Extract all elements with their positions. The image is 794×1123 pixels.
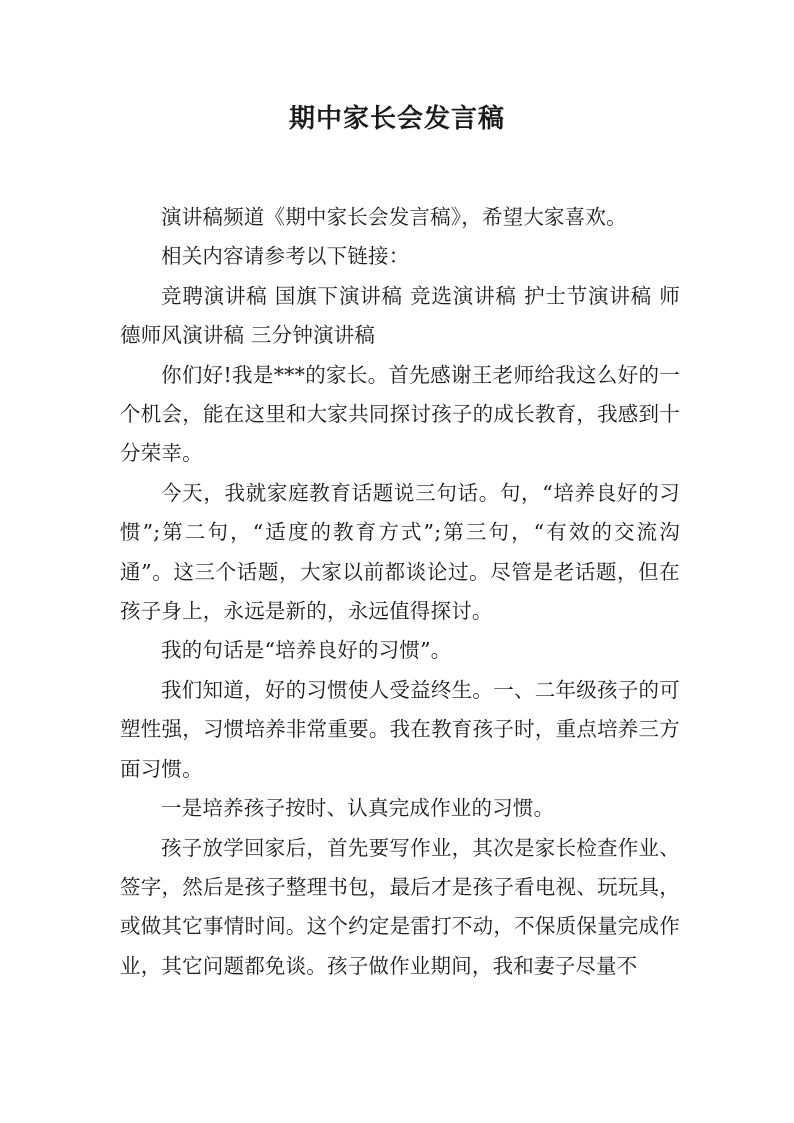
paragraph-related-links: 竞聘演讲稿 国旗下演讲稿 竞选演讲稿 护士节演讲稿 师德师风演讲稿 三分钟演讲稿 <box>120 283 680 348</box>
paragraph-three-topics: 今天，我就家庭教育话题说三句话。句，“培养良好的习惯”;第二句，“适度的教育方式”;第三句，“有效的交流沟通”。这三个话题，大家以前都谈论过。尽管是老话题，但在孩子身上，永远是新的，永远值得探讨。 <box>120 480 680 624</box>
paragraph-intro: 演讲稿频道《期中家长会发言稿》，希望大家喜欢。 <box>161 205 627 229</box>
paragraph-habits: 我们知道，好的习惯使人受益终生。一、二年级孩子的可塑性强，习惯培养非常重要。我在教育孩子时，重点培养三方面习惯。 <box>120 677 680 781</box>
paragraph-homework-routine: 孩子放学回家后，首先要写作业，其次是家长检查作业、签字，然后是孩子整理书包，最后才是孩子看电视、玩玩具，或做其它事情时间。这个约定是雷打不动，不保质保量完成作业，其它问题都免谈。孩子做作业期间，我和妻子尽量不 <box>120 835 680 978</box>
document-body <box>120 198 680 986</box>
paragraph-habit-one: 一是培养孩子按时、认真完成作业的习惯。 <box>161 796 555 821</box>
paragraph-related-links-label: 相关内容请参考以下链接： <box>161 244 410 269</box>
paragraph-greeting: 你们好!我是***的家长。首先感谢王老师给我这么好的一个机会，能在这里和大家共同探讨孩子的成长教育，我感到十分荣幸。 <box>120 362 680 466</box>
document-title: 期中家长会发言稿 <box>288 104 505 134</box>
paragraph-first-topic: 我的句话是“培养良好的习惯”。 <box>161 638 452 663</box>
